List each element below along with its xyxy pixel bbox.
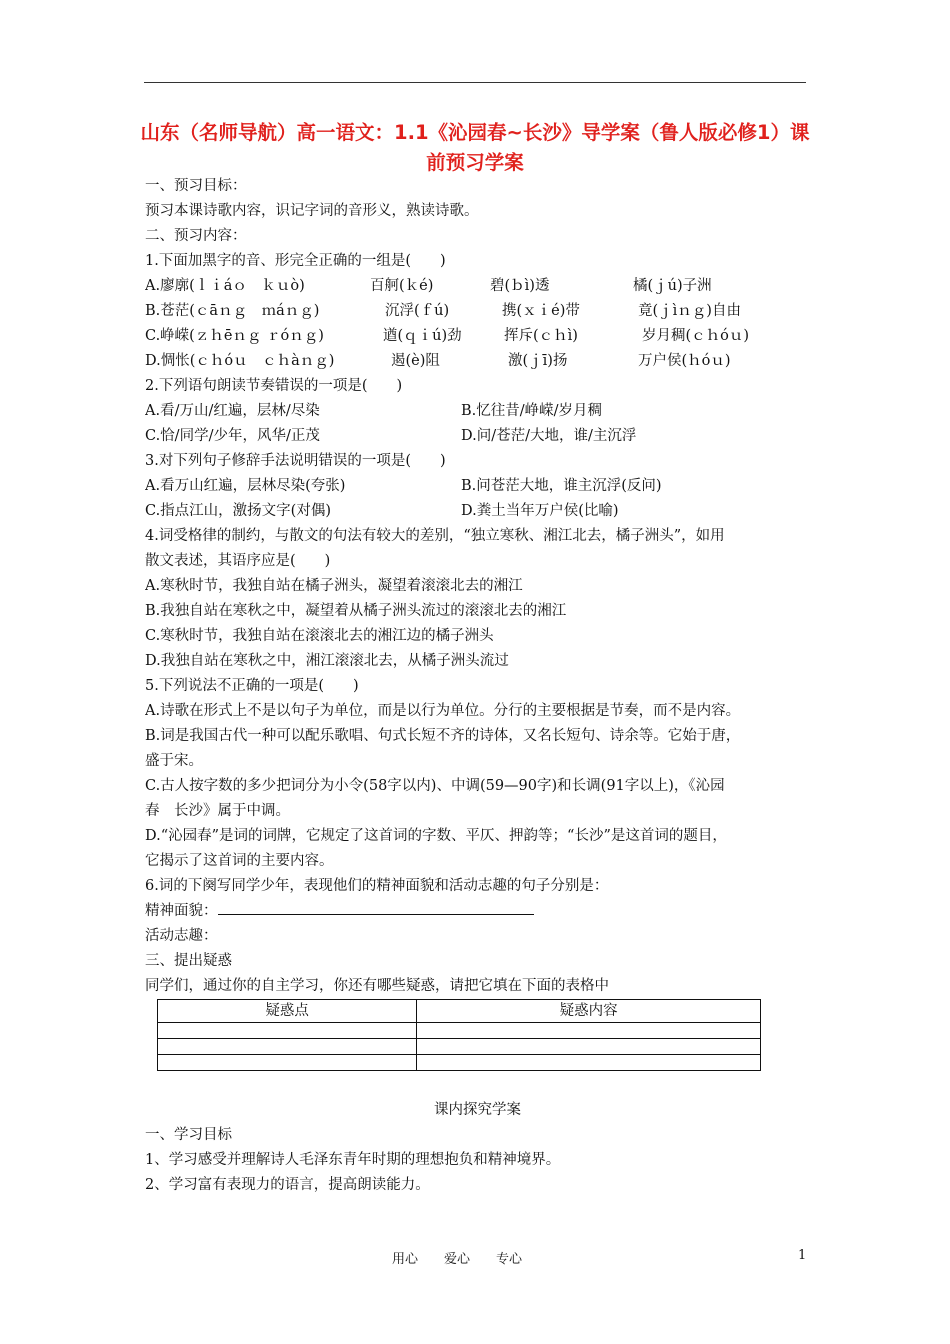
answer-blank[interactable] [218, 900, 534, 915]
answer-line-spirit [145, 899, 810, 924]
footer-word: 用心 [392, 1252, 419, 1267]
option-text: C.恰/同学/少年，风华/正茂 [145, 428, 320, 444]
option-text: 竟(ｊìｎｇ)自由 [638, 303, 741, 319]
question-1-option-row [145, 349, 810, 374]
question-3-option-row [145, 499, 810, 524]
option-text: 激(ｊī)扬 [508, 353, 568, 369]
option-text: 沉浮(ｆú) [385, 303, 450, 319]
question-5-option-d-continued: 它揭示了这首词的主要内容。 [145, 853, 334, 869]
question-5-option-c-continued: 春 长沙》属于中调。 [145, 803, 290, 819]
question-5-option-b: B.词是我国古代一种可以配乐歌唱、句式长短不齐的诗体，又名长短句、诗余等。它始于唐， [145, 728, 741, 744]
option-text: C.峥嵘(ｚｈēｎｇ ｒóｎｇ) [145, 328, 324, 344]
option-text: 橘(ｊú)子洲 [633, 278, 712, 294]
section-heading-preview-goals: 一、预习目标： [145, 178, 247, 194]
question-4-stem: 4.词受格律的制约，与散文的句法有较大的差别，“独立寒秋、湘江北去，橘子洲头”，如用 [145, 528, 725, 544]
page-number: 1 [798, 1248, 807, 1263]
questions-instruction: 同学们，通过你的自主学习，你还有哪些疑惑，请把它填在下面的表格中 [145, 978, 609, 994]
header-rule [144, 82, 806, 83]
question-3-stem: 3.对下列句子修辞手法说明错误的一项是( ) [145, 453, 446, 469]
table-row [158, 1039, 761, 1055]
table-cell[interactable] [158, 1039, 417, 1055]
spacer [145, 1071, 810, 1098]
table-row [158, 1023, 761, 1039]
question-4-stem-continued: 散文表述，其语序应是( ) [145, 553, 331, 569]
footer-word: 专心 [496, 1252, 523, 1267]
option-text: 遏(è)阻 [391, 353, 440, 369]
document-title: 山东（名师导航）高一语文：1.1《沁园春~长沙》导学案（鲁人版必修1）课前预习学案 [140, 121, 810, 174]
option-text: B.忆往昔/峥嵘/岁月稠 [461, 403, 603, 419]
part-2-title: 课内探究学案 [434, 1102, 521, 1118]
option-text: 携(ｘｉé)带 [502, 303, 580, 319]
option-text: 岁月稠(ｃｈóｕ) [642, 328, 750, 344]
question-5-option-d: D.“沁园春”是词的词牌，它规定了这首词的字数、平仄、押韵等；“长沙”是这首词的题目， [145, 828, 727, 844]
option-text: B.苍茫(ｃāｎｇ ｍáｎｇ) [145, 303, 320, 319]
question-1-option-row [145, 324, 810, 349]
section-heading-questions: 三、提出疑惑 [145, 953, 232, 969]
section-heading-preview-content: 二、预习内容： [145, 228, 247, 244]
footer-word: 爱心 [444, 1252, 471, 1267]
option-text: 挥斥(ｃｈì) [504, 328, 578, 344]
option-text: 碧(ｂì)透 [490, 278, 550, 294]
question-5-option-b-continued: 盛于宋。 [145, 753, 203, 769]
option-text: D.惆怅(ｃｈóｕ ｃｈàｎｇ) [145, 353, 335, 369]
answer-label: 精神面貌： [145, 903, 218, 919]
table-cell[interactable] [417, 1039, 761, 1055]
table-row [158, 1055, 761, 1071]
question-2-stem: 2.下列语句朗读节奏错误的一项是( ) [145, 378, 403, 394]
question-2-option-row [145, 399, 810, 424]
option-text: A.廖廓(ｌｉáｏ ｋｕò) [145, 278, 305, 294]
section-heading-learning-goals: 一、学习目标 [145, 1127, 232, 1143]
question-5-option-a: A.诗歌在形式上不是以句子为单位，而是以行为单位。分行的主要根据是节奏，而不是内容。 [145, 703, 741, 719]
option-text: 百舸(ｋé) [370, 278, 434, 294]
document-body [145, 174, 810, 1198]
table-cell[interactable] [158, 1055, 417, 1071]
table-header-cell: 疑惑点 [158, 1000, 417, 1023]
option-text: C.指点江山，激扬文字(对偶) [145, 503, 331, 519]
table-cell[interactable] [417, 1023, 761, 1039]
question-4-option: B.我独自站在寒秋之中，凝望着从橘子洲头流过的滚滚北去的湘江 [145, 603, 567, 619]
question-3-option-row [145, 474, 810, 499]
option-text: D.问/苍茫/大地，谁/主沉浮 [461, 428, 637, 444]
question-6-stem: 6.词的下阕写同学少年，表现他们的精神面貌和活动志趣的句子分别是： [145, 878, 609, 894]
table-cell[interactable] [158, 1023, 417, 1039]
learning-goal: 2、学习富有表现力的语言，提高朗读能力。 [145, 1177, 430, 1193]
question-5-stem: 5.下列说法不正确的一项是( ) [145, 678, 359, 694]
option-text: 万户侯(ｈóｕ) [638, 353, 731, 369]
question-4-option: C.寒秋时节，我独自站在滚滚北去的湘江边的橘子洲头 [145, 628, 494, 644]
preview-goals-text: 预习本课诗歌内容，识记字词的音形义，熟读诗歌。 [145, 203, 479, 219]
option-text: 遒(ｑｉú)劲 [383, 328, 462, 344]
question-1-option-row [145, 299, 810, 324]
question-4-option: A.寒秋时节，我独自站在橘子洲头，凝望着滚滚北去的湘江 [145, 578, 523, 594]
question-1-option-row [145, 274, 810, 299]
option-text: A.看万山红遍，层林尽染(夸张) [145, 478, 346, 494]
question-5-option-c: C.古人按字数的多少把词分为小令(58字以内)、中调(59—90字)和长调(91字以上)，《沁园 [145, 778, 725, 794]
option-text: A.看/万山/红遍，层林/尽染 [145, 403, 320, 419]
option-text: B.问苍茫大地，谁主沉浮(反问) [461, 478, 662, 494]
questions-table [157, 999, 761, 1071]
learning-goal: 1、学习感受并理解诗人毛泽东青年时期的理想抱负和精神境界。 [145, 1152, 561, 1168]
footer-motto [392, 1248, 548, 1267]
question-4-option: D.我独自站在寒秋之中，湘江滚滚北去，从橘子洲头流过 [145, 653, 509, 669]
table-header-cell: 疑惑内容 [417, 1000, 761, 1023]
question-1-stem: 1.下面加黑字的音、形完全正确的一组是( ) [145, 253, 446, 269]
question-2-option-row [145, 424, 810, 449]
table-cell[interactable] [417, 1055, 761, 1071]
answer-line-interest [145, 924, 810, 949]
option-text: D.粪土当年万户侯(比喻) [461, 503, 619, 519]
table-header-row [158, 1000, 761, 1023]
answer-label: 活动志趣： [145, 928, 218, 944]
